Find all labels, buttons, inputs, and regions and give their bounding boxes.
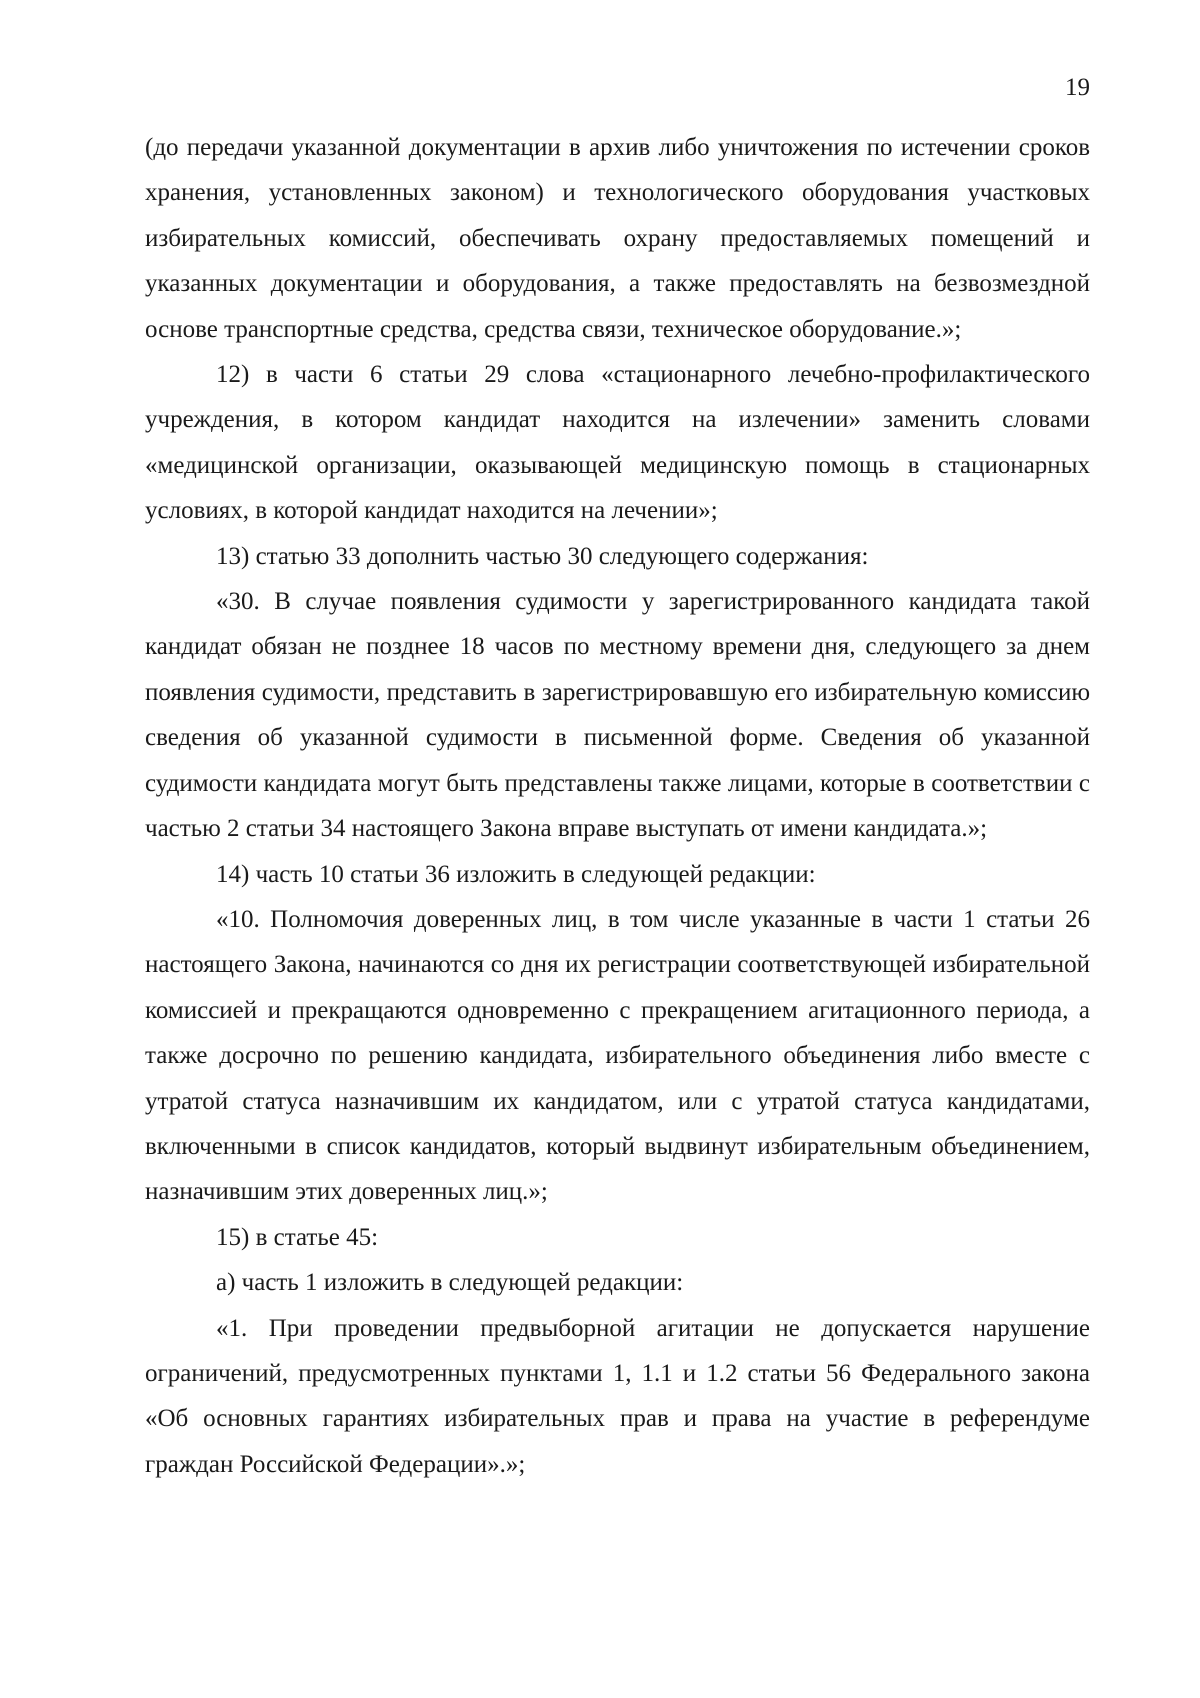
- page-number: 19: [1065, 74, 1090, 101]
- paragraph-part-1: «1. При проведении предвыборной агитации не допускается нарушение ограничений, предусмотренных пунктами 1, 1.1 и 1.2 статьи 56 Федерального закона «Об основных гарантиях избирательных прав и права на участие в референдуме граждан Российской Федерации».»;: [145, 1314, 1090, 1478]
- paragraph-item-15: 15) в статье 45:: [216, 1223, 379, 1251]
- document-body: [145, 125, 1090, 1487]
- paragraph-part-30: «30. В случае появления судимости у зарегистрированного кандидата такой кандидат обязан не позднее 18 часов по местному времени дня, следующего за днем появления судимости, представить в зарегистрировавшую его избирательную комиссию сведения об указанной судимости в письменной форме. Сведения об указанной судимости кандидата могут быть представлены также лицами, которые в соответствии с частью 2 статьи 34 настоящего Закона вправе выступать от имени кандидата.»;: [145, 588, 1090, 843]
- paragraph-item-14: 14) часть 10 статьи 36 изложить в следующей редакции:: [216, 860, 816, 888]
- paragraph-item-12: 12) в части 6 статьи 29 слова «стационарного лечебно-профилактического учреждения, в котором кандидат находится на излечении» заменить словами «медицинской организации, оказывающей медицинскую помощь в стационарных условиях, в которой кандидат находится на лечении»;: [145, 361, 1090, 525]
- paragraph-continuation: (до передачи указанной документации в архив либо уничтожения по истечении сроков хранения, установленных законом) и технологического оборудования участковых избирательных комиссий, обеспечивать охрану предоставляемых помещений и указанных документации и оборудования, а также предоставлять на безвозмездной основе транспортные средства, средства связи, техническое оборудование.»;: [145, 134, 1090, 343]
- paragraph-subitem-a: а) часть 1 изложить в следующей редакции:: [216, 1269, 684, 1297]
- paragraph-part-10: «10. Полномочия доверенных лиц, в том числе указанные в части 1 статьи 26 настоящего Закона, начинаются со дня их регистрации соответствующей избирательной комиссией и прекращаются одновременно с прекращением агитационного периода, а также досрочно по решению кандидата, избирательного объединения либо вместе с утратой статуса назначившим их кандидатом, или с утратой статуса кандидатами, включенными в список кандидатов, который выдвинут избирательным объединением, назначившим этих доверенных лиц.»;: [145, 905, 1090, 1206]
- paragraph-item-13: 13) статью 33 дополнить частью 30 следующего содержания:: [216, 542, 869, 570]
